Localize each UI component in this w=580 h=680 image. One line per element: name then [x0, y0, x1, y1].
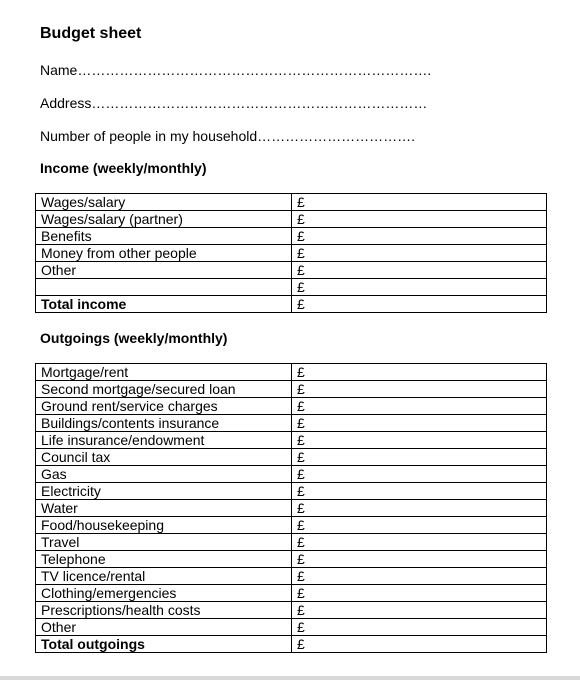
table-row — [36, 517, 547, 534]
total-label: Total income — [36, 296, 292, 313]
outgoings-heading: Outgoings (weekly/monthly) — [40, 330, 228, 346]
row-label: Electricity — [36, 483, 292, 500]
table-row — [36, 228, 547, 245]
table-row — [36, 500, 547, 517]
table-row — [36, 245, 547, 262]
row-label: Council tax — [36, 449, 292, 466]
row-label: Wages/salary — [36, 194, 292, 211]
row-label: Travel — [36, 534, 292, 551]
row-label — [36, 279, 292, 296]
row-label: Telephone — [36, 551, 292, 568]
total-row — [36, 296, 547, 313]
row-label: Life insurance/endowment — [36, 432, 292, 449]
amount-cell[interactable]: £ — [292, 194, 547, 211]
total-label: Total outgoings — [36, 636, 292, 653]
row-label: Gas — [36, 466, 292, 483]
amount-cell[interactable]: £ — [292, 619, 547, 636]
row-label: Benefits — [36, 228, 292, 245]
table-row — [36, 262, 547, 279]
table-row — [36, 381, 547, 398]
amount-cell[interactable]: £ — [292, 279, 547, 296]
amount-cell[interactable]: £ — [292, 551, 547, 568]
row-label: Other — [36, 262, 292, 279]
amount-cell[interactable]: £ — [292, 381, 547, 398]
amount-cell[interactable]: £ — [292, 262, 547, 279]
amount-cell[interactable]: £ — [292, 364, 547, 381]
row-label: Prescriptions/health costs — [36, 602, 292, 619]
row-label: Ground rent/service charges — [36, 398, 292, 415]
page-bottom-edge — [0, 676, 580, 680]
amount-cell[interactable]: £ — [292, 568, 547, 585]
amount-cell[interactable]: £ — [292, 517, 547, 534]
row-label: Other — [36, 619, 292, 636]
household-size-field: Number of people in my household……………………………. — [40, 128, 416, 144]
table-row — [36, 398, 547, 415]
total-amount-cell[interactable]: £ — [292, 296, 547, 313]
amount-cell[interactable]: £ — [292, 585, 547, 602]
row-label: Money from other people — [36, 245, 292, 262]
amount-cell[interactable]: £ — [292, 602, 547, 619]
page-title: Budget sheet — [40, 25, 142, 42]
row-label: Wages/salary (partner) — [36, 211, 292, 228]
row-label: TV licence/rental — [36, 568, 292, 585]
table-row — [36, 432, 547, 449]
amount-cell[interactable]: £ — [292, 228, 547, 245]
table-row — [36, 449, 547, 466]
table-row — [36, 483, 547, 500]
outgoings-table — [35, 363, 547, 653]
table-row — [36, 415, 547, 432]
amount-cell[interactable]: £ — [292, 483, 547, 500]
table-row — [36, 534, 547, 551]
row-label: Water — [36, 500, 292, 517]
amount-cell[interactable]: £ — [292, 211, 547, 228]
income-heading: Income (weekly/monthly) — [40, 160, 207, 176]
amount-cell[interactable]: £ — [292, 415, 547, 432]
amount-cell[interactable]: £ — [292, 534, 547, 551]
row-label: Clothing/emergencies — [36, 585, 292, 602]
row-label: Buildings/contents insurance — [36, 415, 292, 432]
table-row — [36, 585, 547, 602]
amount-cell[interactable]: £ — [292, 466, 547, 483]
amount-cell[interactable]: £ — [292, 245, 547, 262]
row-label: Food/housekeeping — [36, 517, 292, 534]
table-row — [36, 211, 547, 228]
total-amount-cell[interactable]: £ — [292, 636, 547, 653]
table-row — [36, 364, 547, 381]
amount-cell[interactable]: £ — [292, 449, 547, 466]
amount-cell[interactable]: £ — [292, 432, 547, 449]
table-row — [36, 551, 547, 568]
row-label: Mortgage/rent — [36, 364, 292, 381]
amount-cell[interactable]: £ — [292, 398, 547, 415]
table-row — [36, 602, 547, 619]
row-label: Second mortgage/secured loan — [36, 381, 292, 398]
income-table — [35, 193, 547, 313]
total-row — [36, 636, 547, 653]
table-row — [36, 194, 547, 211]
table-row — [36, 568, 547, 585]
table-row — [36, 619, 547, 636]
amount-cell[interactable]: £ — [292, 500, 547, 517]
name-field: Name…………………………………………………………………. — [40, 62, 432, 78]
address-field: Address……………………………………………………………… — [40, 95, 428, 111]
table-row — [36, 279, 547, 296]
table-row — [36, 466, 547, 483]
